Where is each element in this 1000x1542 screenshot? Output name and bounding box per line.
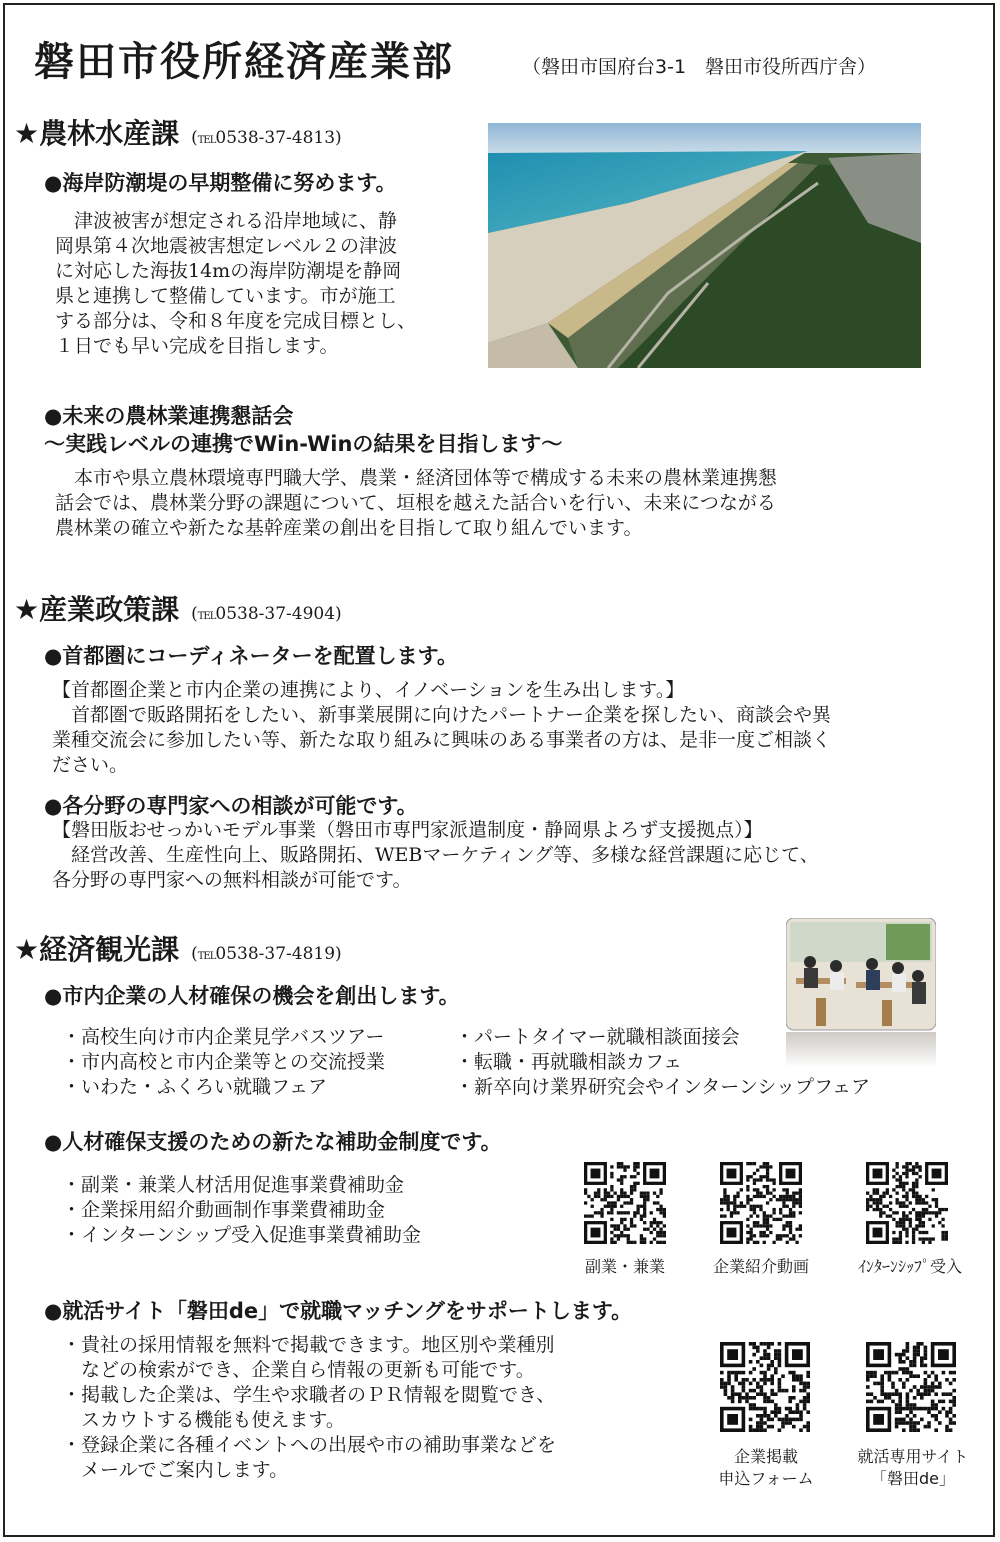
- text-line: 岡県第４次地震被害想定レベル２の津波: [55, 235, 398, 257]
- qr-iwata-de-site[interactable]: [866, 1342, 956, 1436]
- section-tourism-title: [14, 928, 342, 968]
- policy-item1-text: [52, 678, 831, 778]
- caption-line: 就活専用サイト: [857, 1447, 969, 1466]
- list-item: ・いわた・ふくろい就職フェア: [62, 1076, 328, 1098]
- section-agri-name: ★農林水産課: [14, 117, 180, 150]
- caption-line: 企業掲載: [733, 1447, 798, 1466]
- tourism-item3-list: [62, 1333, 556, 1483]
- list-item: ・パートタイマー就職相談面接会: [455, 1026, 740, 1048]
- qr-caption-sidejob: 副業・兼業: [584, 1257, 665, 1276]
- text-line: １日でも早い完成を目指します。: [55, 335, 339, 357]
- qr-company-video[interactable]: [720, 1162, 802, 1248]
- qr-sidejob[interactable]: [584, 1162, 666, 1248]
- section-policy-title: [14, 588, 342, 628]
- text-line: 業種交流会に参加したい等、新たな取り組みに興味のある事業者の方は、是非一度ご相談く: [52, 729, 832, 751]
- tourism-item2-title: ●人材確保支援のための新たな補助金制度です。: [44, 1130, 502, 1154]
- list-item: ・インターンシップ受入促進事業費補助金: [62, 1224, 422, 1246]
- tel-number: 0538-37-4813: [215, 128, 336, 148]
- tel-number: 0538-37-4819: [215, 944, 336, 964]
- agri-item2-title-2: ～実践レベルの連携でWin-Winの結果を目指します～: [44, 432, 563, 456]
- text-line: 農林業の確立や新たな基幹産業の創出を目指して取り組んでいます。: [55, 517, 643, 539]
- tourism-item1-right-list: [455, 1025, 870, 1100]
- text-line: 【磐田版おせっかいモデル事業（磐田市専門家派遣制度・静岡県よろず支援拠点）】: [52, 819, 763, 841]
- tel-mark: TEL: [197, 611, 216, 622]
- section-agri-tel: (TEL0538-37-4813): [191, 128, 342, 148]
- section-tourism-tel: (TEL0538-37-4819): [191, 944, 342, 964]
- page-title: 磐田市役所経済産業部: [34, 39, 454, 85]
- qr-code-icon: [866, 1342, 956, 1432]
- text-line: 話会では、農林業分野の課題について、垣根を越えた話合いを行い、未来につながる: [55, 492, 776, 514]
- agri-item2-title-1: ●未来の農林業連携懇話会: [44, 404, 294, 428]
- tel-mark: TEL: [197, 951, 216, 962]
- qr-code-icon: [866, 1162, 948, 1244]
- list-item: などの検索ができ、企業自ら情報の更新も可能です。: [62, 1359, 535, 1381]
- list-item: ・登録企業に各種イベントへの出展や市の補助事業などを: [62, 1434, 557, 1456]
- policy-item2-text: [52, 818, 819, 893]
- section-policy-tel: (TEL0538-37-4904): [191, 604, 342, 624]
- agri-item2-text: [55, 466, 777, 541]
- list-item: スカウトする機能も使えます。: [62, 1409, 345, 1431]
- qr-caption-company-video: 企業紹介動画: [712, 1257, 809, 1276]
- agri-item1-text: [55, 209, 416, 359]
- tel-mark: TEL: [197, 135, 216, 146]
- coastal-levee-photo: [488, 123, 921, 368]
- caption-line: 「磐田de」: [870, 1469, 955, 1488]
- qr-code-icon: [720, 1162, 802, 1244]
- tel-number: 0538-37-4904: [215, 604, 336, 624]
- qr-caption-company-listing: [700, 1446, 832, 1490]
- list-item: ・掲載した企業は、学生や求職者のＰＲ情報を閲覧でき、: [62, 1384, 556, 1406]
- list-item: ・市内高校と市内企業等との交流授業: [62, 1051, 386, 1073]
- text-line: ださい。: [52, 754, 129, 776]
- list-item: ・副業・兼業人材活用促進事業費補助金: [62, 1174, 405, 1196]
- list-item: ・新卒向け業界研究会やインターンシップフェア: [455, 1076, 871, 1098]
- section-agri-title: [14, 112, 342, 152]
- text-line: 県と連携して整備しています。市が施工: [55, 285, 396, 307]
- text-line: 【首都圏企業と市内企業の連携により、イノベーションを生み出します。】: [52, 679, 685, 701]
- caption-line: 申込フォーム: [718, 1469, 814, 1488]
- text-line: に対応した海抜14mの海岸防潮堤を静岡: [55, 260, 402, 282]
- tourism-item2-list: [62, 1173, 421, 1248]
- tourism-item1-left-list: [62, 1025, 385, 1100]
- text-line: する部分は、令和８年度を完成目標とし、: [55, 310, 417, 332]
- qr-caption-internship: ｲﾝﾀｰﾝｼｯﾌﾟ受入: [857, 1257, 962, 1276]
- list-item: ・貴社の採用情報を無料で掲載できます。地区別や業種別: [62, 1334, 555, 1356]
- text-line: 津波被害が想定される沿岸地域に、静: [55, 210, 398, 232]
- list-item: ・高校生向け市内企業見学バスツアー: [62, 1026, 385, 1048]
- qr-code-icon: [584, 1162, 666, 1244]
- text-line: 首都圏で販路開拓をしたい、新事業展開に向けたパートナー企業を探したい、商談会や異: [52, 704, 832, 726]
- text-line: 各分野の専門家への無料相談が可能です。: [52, 869, 412, 891]
- qr-company-listing-form[interactable]: [720, 1342, 810, 1436]
- qr-internship[interactable]: [866, 1162, 948, 1248]
- qr-code-icon: [720, 1342, 810, 1432]
- tourism-item1-title: ●市内企業の人材確保の機会を創出します。: [44, 984, 460, 1008]
- section-policy-name: ★産業政策課: [14, 593, 180, 626]
- policy-item2-title: ●各分野の専門家への相談が可能です。: [44, 794, 418, 818]
- list-item: ・転職・再就職相談カフェ: [455, 1051, 683, 1073]
- address: （磐田市国府台3-1 磐田市役所西庁舎）: [522, 56, 877, 78]
- text-line: 経営改善、生産性向上、販路開拓、WEBマーケティング等、多様な経営課題に応じて、: [52, 844, 819, 866]
- section-tourism-name: ★経済観光課: [14, 933, 180, 966]
- text-line: 本市や県立農林環境専門職大学、農業・経済団体等で構成する未来の農林業連携懇: [55, 467, 778, 489]
- agri-item1-title: ●海岸防潮堤の早期整備に努めます。: [44, 171, 397, 195]
- list-item: ・企業採用紹介動画制作事業費補助金: [62, 1199, 386, 1221]
- tourism-item3-title: ●就活サイト「磐田de」で就職マッチングをサポートします。: [44, 1299, 633, 1323]
- list-item: メールでご案内します。: [62, 1459, 289, 1481]
- qr-caption-iwata-de: [840, 1446, 986, 1490]
- policy-item1-title: ●首都圏にコーディネーターを配置します。: [44, 644, 458, 668]
